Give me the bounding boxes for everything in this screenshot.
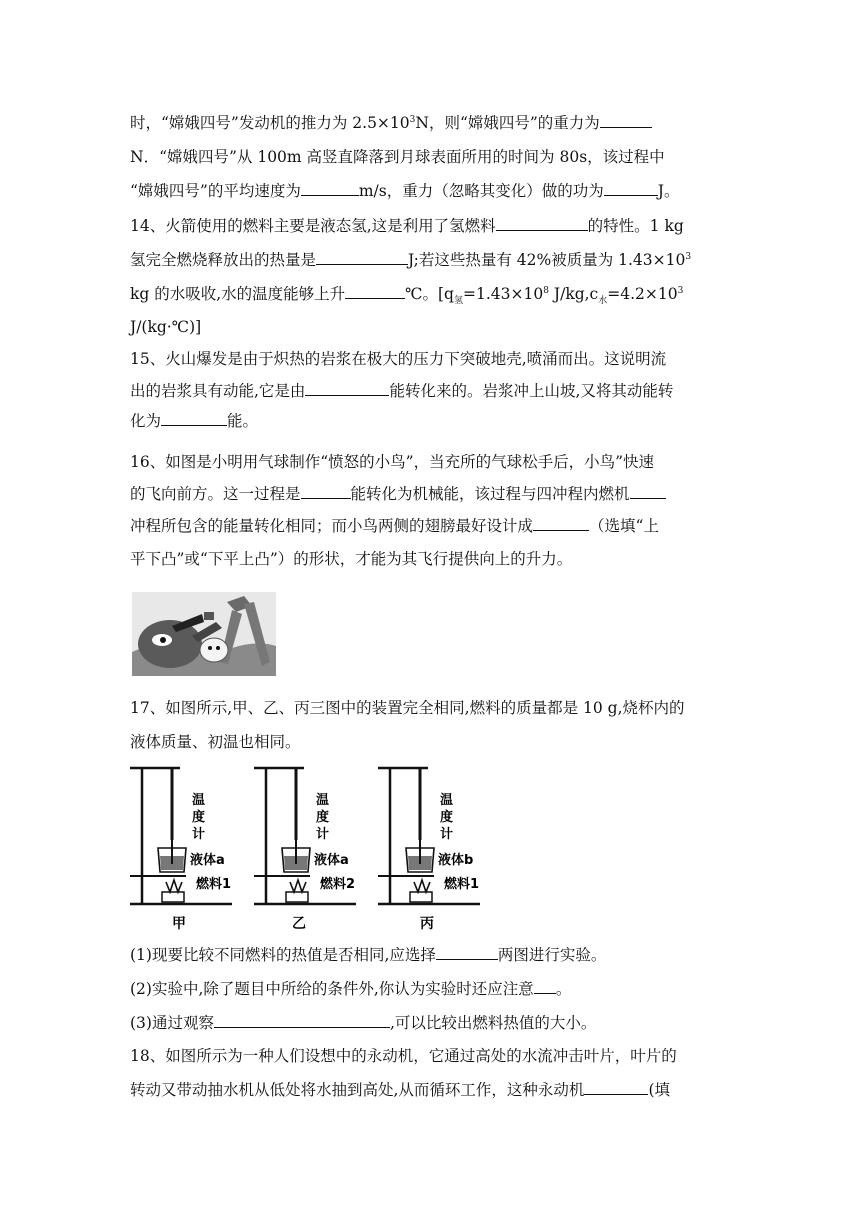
fuel-label: 燃料1	[444, 877, 480, 892]
text: N，则“嫦娥四号”的重力为	[415, 114, 600, 132]
answer-blank[interactable]	[533, 516, 589, 531]
answer-blank[interactable]	[496, 216, 588, 231]
thermometer-label: 温	[316, 793, 330, 808]
q16-line-4	[130, 548, 732, 570]
answer-blank[interactable]	[600, 113, 652, 128]
text: m/s，重力（忽略其变化）做的功为	[358, 182, 604, 200]
q16-line-1	[130, 451, 732, 473]
answer-blank[interactable]	[301, 484, 351, 499]
text: 17、如图所示,甲、乙、丙三图中的装置完全相同,燃料的质量都是 10 g,烧杯内的	[130, 699, 685, 717]
text: 冲程所包含的能量转化相同；而小鸟两侧的翅膀最好设计成	[130, 517, 534, 535]
apparatus-panel-bing	[378, 768, 480, 932]
text: 能转化为机械能，该过程与四冲程内燃机	[350, 485, 630, 503]
text: 16、如图是小明用气球制作“愤怒的小鸟”，当充所的气球松手后，小鸟”快速	[130, 453, 654, 471]
text: J。	[657, 182, 680, 200]
text: 平下凸”或“下平上凸”）的形状，才能为其飞行提供向上的升力。	[130, 550, 573, 568]
text: 15、火山爆发是由于炽热的岩浆在极大的压力下突破地壳,喷涌而出。这说明流	[130, 350, 667, 368]
q15-line-2	[130, 380, 732, 402]
text: 时，“嫦娥四号”发动机的推力为 2.5×10	[130, 114, 410, 132]
exponent: 3	[677, 285, 684, 296]
q16-line-2	[130, 483, 732, 505]
text: 液体质量、初温也相同。	[130, 733, 301, 751]
liquid-label: 液体a	[190, 853, 225, 868]
q13-line-3	[130, 180, 732, 202]
apparatus-figure	[128, 764, 500, 934]
thermometer-label: 温	[440, 793, 454, 808]
q14-line-2	[130, 249, 732, 271]
text: (填	[648, 1081, 670, 1099]
answer-blank[interactable]	[316, 250, 408, 265]
text: “嫦娥四号”的平均速度为	[130, 182, 301, 200]
text: ,可以比较出燃料热值的大小。	[389, 1014, 597, 1032]
text: =1.43×10	[463, 285, 544, 303]
text: 化为	[130, 412, 162, 430]
answer-blank[interactable]	[305, 381, 389, 396]
answer-blank[interactable]	[301, 181, 359, 196]
apparatus-diagram	[128, 764, 500, 934]
q14-line-3	[130, 283, 732, 305]
text: 两图进行实验。	[497, 946, 607, 964]
text: 18、如图所示为一种人们设想中的永动机，它通过高处的水流冲击叶片，叶片的	[130, 1047, 677, 1065]
text: 能转化来的。岩浆冲上山坡,又将其动能转	[389, 382, 674, 400]
apparatus-panel-yi	[254, 768, 356, 932]
thermometer-label: 计	[316, 827, 330, 842]
answer-blank[interactable]	[345, 284, 405, 299]
answer-blank[interactable]	[534, 979, 556, 994]
q17-sub-1	[130, 944, 732, 966]
subscript: 水	[598, 296, 608, 307]
panel-caption: 乙	[292, 916, 306, 932]
text: 的特性。1 kg	[587, 217, 684, 235]
text: (3)通过观察	[130, 1014, 214, 1032]
answer-blank[interactable]	[584, 1080, 648, 1095]
answer-blank[interactable]	[604, 181, 658, 196]
apparatus-panel-jia	[130, 768, 232, 932]
q16-line-3	[130, 515, 732, 537]
q15-line-1	[130, 348, 732, 370]
liquid-label: 液体b	[438, 853, 474, 868]
panel-caption: 甲	[172, 916, 186, 932]
liquid-label: 液体a	[314, 853, 349, 868]
text: 。	[555, 980, 572, 998]
text: J/(kg·℃)]	[130, 318, 202, 336]
q18-line-2	[130, 1079, 732, 1101]
angry-bird-image	[132, 592, 276, 676]
answer-blank[interactable]	[161, 411, 227, 426]
q18-line-1	[130, 1045, 732, 1067]
q13-line-1	[130, 112, 732, 134]
thermometer-label: 度	[192, 810, 206, 825]
q17-line-2	[130, 731, 732, 753]
q17-sub-2	[130, 978, 732, 1000]
thermometer-label: 度	[440, 810, 454, 825]
exponent: 3	[685, 251, 692, 262]
text: （选填“上	[589, 517, 659, 535]
thermometer-label: 温	[192, 793, 206, 808]
text: kg 的水吸收,水的温度能够上升	[130, 285, 346, 303]
exponent: 8	[543, 285, 549, 296]
text: N．“嫦娥四号”从 100m 高竖直降落到月球表面所用的时间为 80s，该过程中	[130, 148, 665, 166]
q15-line-3	[130, 410, 732, 432]
text: J/kg,c	[548, 285, 599, 303]
q14-line-1	[130, 215, 732, 237]
text: ℃。[q	[405, 285, 454, 303]
subscript: 氢	[453, 296, 463, 307]
text: 的飞向前方。这一过程是	[130, 485, 301, 503]
text: 转动又带动抽水机从低处将水抽到高处,从而循环工作，这种永动机	[130, 1081, 585, 1099]
q17-sub-3	[130, 1012, 732, 1034]
fuel-label: 燃料2	[320, 877, 356, 892]
q14-line-4	[130, 316, 732, 338]
panel-caption: 丙	[420, 916, 434, 932]
text: 能。	[227, 412, 259, 430]
text: (2)实验中,除了题目中所给的条件外,你认为实验时还应注意	[130, 980, 534, 998]
exponent: 3	[409, 114, 416, 125]
q13-line-2	[130, 146, 732, 168]
text: 出的岩浆具有动能,它是由	[130, 382, 306, 400]
thermometer-label: 计	[192, 827, 206, 842]
text: J;若这些热量有 42%被质量为 1.43×10	[408, 251, 686, 269]
answer-blank[interactable]	[630, 484, 666, 499]
thermometer-label: 度	[316, 810, 330, 825]
text: 氢完全燃烧释放出的热量是	[130, 251, 317, 269]
text: =4.2×10	[607, 285, 678, 303]
text: 14、火箭使用的燃料主要是液态氢,这是利用了氢燃料	[130, 217, 496, 235]
text: (1)现要比较不同燃料的热值是否相同,应选择	[130, 946, 436, 964]
answer-blank[interactable]	[214, 1013, 390, 1028]
angry-bird-illustration	[132, 592, 276, 676]
thermometer-label: 计	[440, 827, 454, 842]
answer-blank[interactable]	[436, 945, 498, 960]
fuel-label: 燃料1	[196, 877, 232, 892]
q17-line-1	[130, 697, 732, 719]
